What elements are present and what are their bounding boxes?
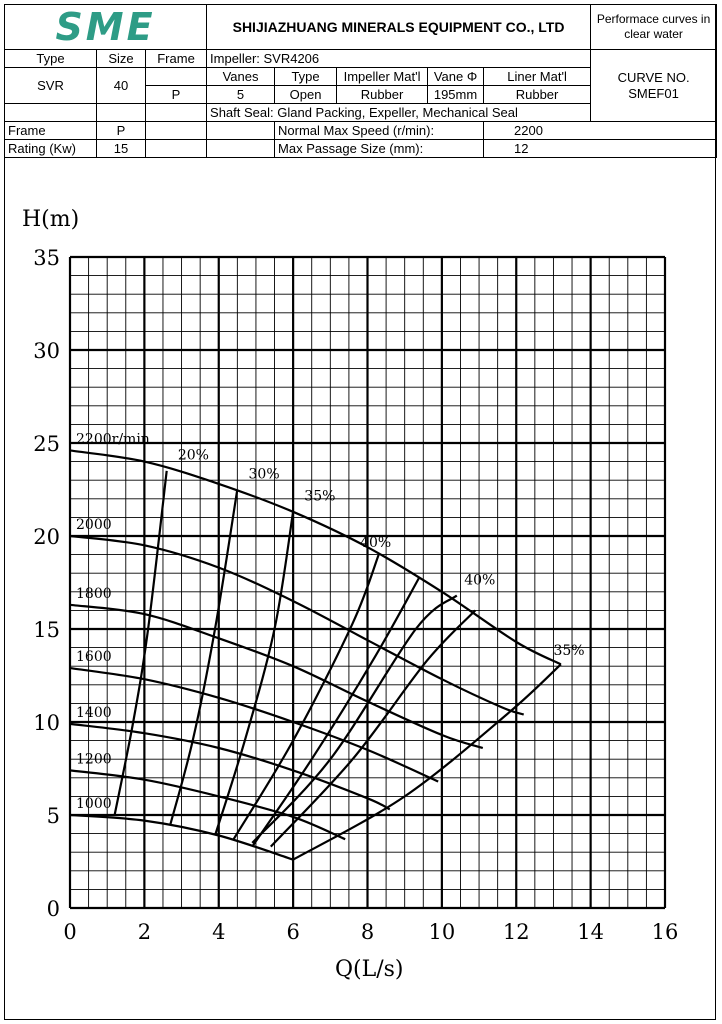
type-label: Type [5,50,97,68]
liner-label: Liner Mat'l [484,68,591,86]
company-name: SHIJIAZHUANG MINERALS EQUIPMENT CO., LTD [207,5,591,50]
max-speed-label: Normal Max Speed (r/min): [275,122,484,140]
rating-value: 15 [97,140,146,158]
y-tick-label: 35 [33,246,60,270]
speed-label-1200: 1200 [76,751,112,768]
liner-value: Rubber [484,86,591,104]
shaft-seal: Shaft Seal: Gland Packing, Expeller, Mechanical Seal [207,104,591,122]
y-tick-label: 25 [33,432,60,456]
efficiency-curve [115,471,167,815]
y-tick-label: 20 [33,525,60,549]
efficiency-label: 40% [464,572,496,589]
perf-title: Performace curves in clear water [591,5,717,50]
speed-label-1600: 1600 [76,649,112,666]
max-speed-value: 2200 [484,122,717,140]
grid-major [70,257,665,908]
efficiency-label: 40% [360,535,392,552]
x-tick-label: 4 [212,920,226,944]
frame-row-value: P [97,122,146,140]
speed-label-2000: 2000 [76,517,112,533]
x-tick-label: 10 [428,920,456,944]
type-value: SVR [5,68,97,104]
curve-no: SMEF01 [628,85,679,101]
imptype-label: Type [275,68,337,86]
max-passage-label: Max Passage Size (mm): [275,140,484,158]
frame-label: Frame [146,50,207,68]
vanes-label: Vanes [207,68,275,86]
impmat-value: Rubber [337,86,428,104]
vanedia-value: 195mm [428,86,484,104]
curve-no-label: CURVE NO. [617,69,690,85]
efficiency-label: 35% [553,643,585,660]
y-tick-label: 10 [33,711,60,735]
vanes-value: 5 [207,86,275,104]
x-axis-label: Q(L/s) [335,957,404,982]
x-tick-label: 12 [502,920,530,944]
vanedia-label: Vane Φ [428,68,484,86]
impeller: Impeller: SVR4206 [207,50,591,68]
speed-curve-2000 [70,536,524,715]
efficiency-curve [293,664,561,859]
efficiency-label: 30% [248,466,280,483]
x-tick-label: 0 [63,920,77,944]
imptype-value: Open [275,86,337,104]
y-tick-label: 5 [46,804,60,828]
logo-text: SME [55,5,156,49]
efficiency-curves [115,448,585,860]
x-tick-label: 2 [137,920,152,944]
efficiency-curve [271,610,475,846]
x-tick-label: 14 [577,920,604,944]
y-tick-label: 0 [46,897,60,921]
efficiency-label: 20% [177,447,209,464]
size-label: Size [97,50,146,68]
impmat-label: Impeller Mat'l [337,68,428,86]
max-passage-value: 12 [484,140,717,158]
y-axis-label: H(m) [22,207,80,232]
efficiency-curve [170,490,237,825]
x-tick-label: 6 [286,920,300,944]
y-tick-label: 30 [33,339,60,363]
frame-value: P [146,86,207,104]
x-tick-label: 16 [651,920,679,944]
y-tick-label: 15 [33,618,60,642]
speed-label-1400: 1400 [76,704,112,721]
x-tick-label: 8 [360,920,375,944]
size-value: 40 [97,68,146,104]
speed-label-2200: 2200r/min [76,431,150,448]
rating-label: Rating (Kw) [5,140,97,158]
speed-label-1800: 1800 [76,585,112,602]
frame-row-label: Frame [5,122,97,140]
efficiency-label: 35% [304,488,336,505]
speed-label-1000: 1000 [76,796,112,812]
